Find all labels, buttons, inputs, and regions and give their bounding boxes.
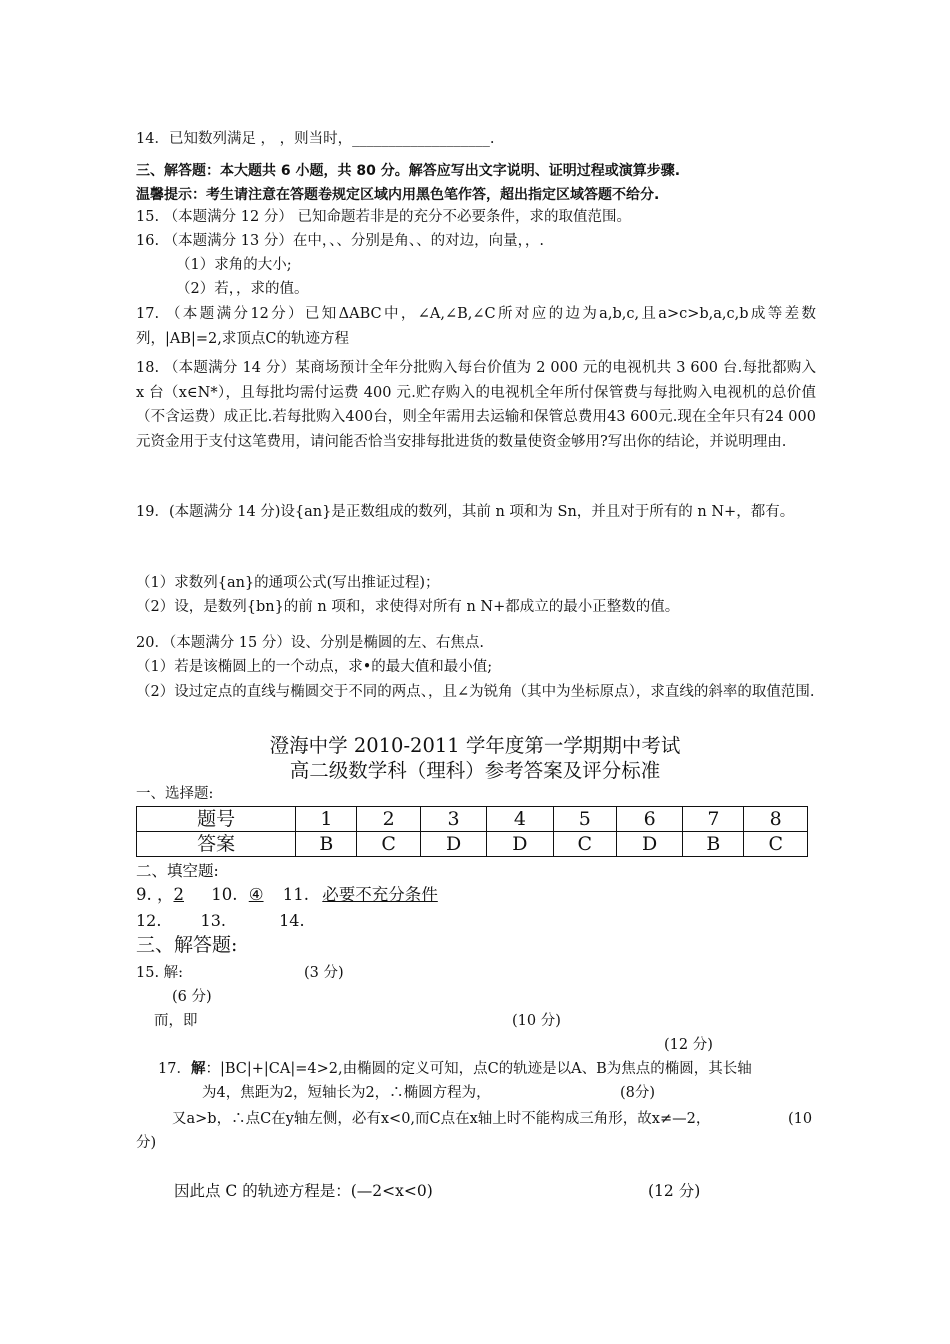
table-cell: D — [487, 832, 553, 857]
fill-11-label: 11. — [282, 885, 310, 904]
table-cell: 7 — [683, 807, 744, 832]
choice-answer-table — [136, 806, 808, 857]
question-16: 16. （本题满分 13 分）在中，、、分别是角、、的对边，向量，，. — [136, 233, 544, 249]
answer-17-text-3: 又a>b，∴点C在y轴左侧，必有x<0,而C点在x轴上时不能构成三角形，故x≠—2， — [172, 1111, 711, 1127]
question-15: 15. （本题满分 12 分） 已知命题若非是的充分不必要条件，求的取值范围。 — [136, 209, 631, 225]
section-1-label: 一、选择题: — [136, 786, 214, 802]
table-cell: C — [357, 832, 420, 857]
fill-13-label: 13. — [200, 911, 226, 930]
answer-17-line-2 — [202, 1082, 882, 1104]
answer-17-final-text: 因此点 C 的轨迹方程是：(—2<x<0) — [174, 1182, 433, 1200]
table-cell: C — [744, 832, 808, 857]
fill-answers-row-1 — [136, 884, 816, 906]
table-cell: B — [683, 832, 744, 857]
table-cell: 6 — [617, 807, 683, 832]
answer-15-score-1: (3 分) — [304, 965, 344, 981]
answer-17-final — [174, 1180, 854, 1202]
answer-17-number: 17． — [158, 1061, 191, 1077]
table-cell: 2 — [357, 807, 420, 832]
answer-15-score-3: (10 分) — [512, 1013, 561, 1029]
question-20-part-2: （2）设过定点的直线与椭圆交于不同的两点、，且∠为锐角（其中为坐标原点），求直线的斜率的取值范围. — [136, 684, 815, 700]
section-3-label: 三、解答题: — [136, 934, 238, 956]
answer-17-line-4: 分) — [136, 1135, 157, 1151]
answer-15-line-1 — [136, 962, 816, 984]
question-19-part-1: （1）求数列{an}的通项公式(写出推证过程)； — [136, 575, 440, 591]
fill-10-answer: ④ — [248, 885, 264, 904]
warning-note: 温馨提示：考生请注意在答题卷规定区域内用黑色笔作答，超出指定区域答题不给分. — [136, 187, 660, 203]
table-row-answers — [137, 832, 808, 857]
fill-10-label: 10. — [211, 885, 238, 904]
answer-17-solution-label: 解 — [190, 1060, 206, 1077]
answer-17-text-1: ：|BC|+|CA|=4>2,由椭圆的定义可知，点C的轨迹是以A、B为焦点的椭圆，其长轴 — [205, 1061, 752, 1077]
table-cell: C — [553, 832, 616, 857]
question-20-part-1: （1）若是该椭圆上的一个动点，求•的最大值和最小值; — [136, 659, 493, 675]
answer-17-score-3: (10 — [788, 1111, 813, 1127]
table-cell: 1 — [296, 807, 357, 832]
question-14: 14．已知数列满足 ， ，则当时，___________________. — [136, 131, 495, 147]
answer-15-text-3: 而，即 — [154, 1013, 198, 1029]
table-cell: D — [617, 832, 683, 857]
answer-17-line-1 — [158, 1058, 838, 1080]
fill-9-answer: 2 — [173, 885, 184, 904]
fill-14-label: 14. — [279, 911, 305, 930]
question-16-part-1: （1）求角的大小; — [176, 257, 292, 273]
table-cell: 5 — [553, 807, 616, 832]
answer-17-line-3 — [172, 1108, 852, 1130]
section-3-title: 三、解答题：本大题共 6 小题，共 80 分。解答应写出文字说明、证明过程或演算步骤. — [136, 163, 681, 179]
answer-title-line-1: 澄海中学 2010-2011 学年度第一学期期中考试 — [269, 734, 681, 757]
table-cell: 3 — [420, 807, 486, 832]
fill-12-label: 12. — [136, 911, 162, 930]
question-17: 17. （本题满分12分）已知ΔABC中，∠A,∠B,∠C所对应的边为a,b,c,且a>c>b,a,c,b成等差数列，|AB|=2,求顶点C的轨迹方程 — [136, 306, 816, 347]
answer-15-line-3 — [154, 1010, 834, 1032]
answer-17-text-2: 为4，焦距为2，短轴长为2，∴椭圆方程为， — [202, 1085, 491, 1101]
section-2-label: 二、填空题: — [136, 862, 219, 880]
fill-9-label: 9. ， — [136, 885, 174, 904]
question-18: 18. （本题满分 14 分）某商场预计全年分批购入每台价值为 2 000 元的电视机共 3 600 台.每批都购入 x 台（x∈N*），且每批均需付运费 400 元.贮存购入的电视机全年所付保管费与每批购入电视机的总价值（不含运费）成正比.若每批购入400台，则全年需用去运输和保管总费用43 600元.现在全年只有24 000元资金用于支付这笔费用，请问能否恰当安排每批进货的数量使资金够用?写出你的结论，并说明理由. — [136, 360, 816, 450]
question-19: 19．(本题满分 14 分)设{an}是正数组成的数列，其前 n 项和为 Sn，并且对于所有的 n N+，都有。 — [136, 504, 795, 520]
answer-17-score-2: (8分) — [620, 1085, 656, 1101]
fill-answers-row-2 — [136, 910, 816, 932]
table-cell: B — [296, 832, 357, 857]
answer-15-label: 15. 解: — [136, 965, 184, 981]
question-16-part-2: （2）若，，求的值。 — [176, 281, 309, 297]
answer-15-score-4: (12 分) — [664, 1037, 713, 1053]
question-19-part-2: （2）设，是数列{bn}的前 n 项和，求使得对所有 n N+都成立的最小正整数的值。 — [136, 599, 680, 615]
question-20: 20．（本题满分 15 分）设、分别是椭圆的左、右焦点. — [136, 635, 484, 651]
table-cell: 4 — [487, 807, 553, 832]
answer-15-score-2: (6 分) — [172, 989, 212, 1005]
table-head-number: 题号 — [137, 807, 296, 832]
table-cell: D — [420, 832, 486, 857]
answer-17-final-score: (12 分) — [648, 1182, 701, 1200]
fill-11-answer: 必要不充分条件 — [322, 885, 438, 904]
table-head-answer: 答案 — [137, 832, 296, 857]
table-row-numbers — [137, 807, 808, 832]
answer-title-line-2: 高二级数学科（理科）参考答案及评分标准 — [289, 759, 661, 782]
table-cell: 8 — [744, 807, 808, 832]
